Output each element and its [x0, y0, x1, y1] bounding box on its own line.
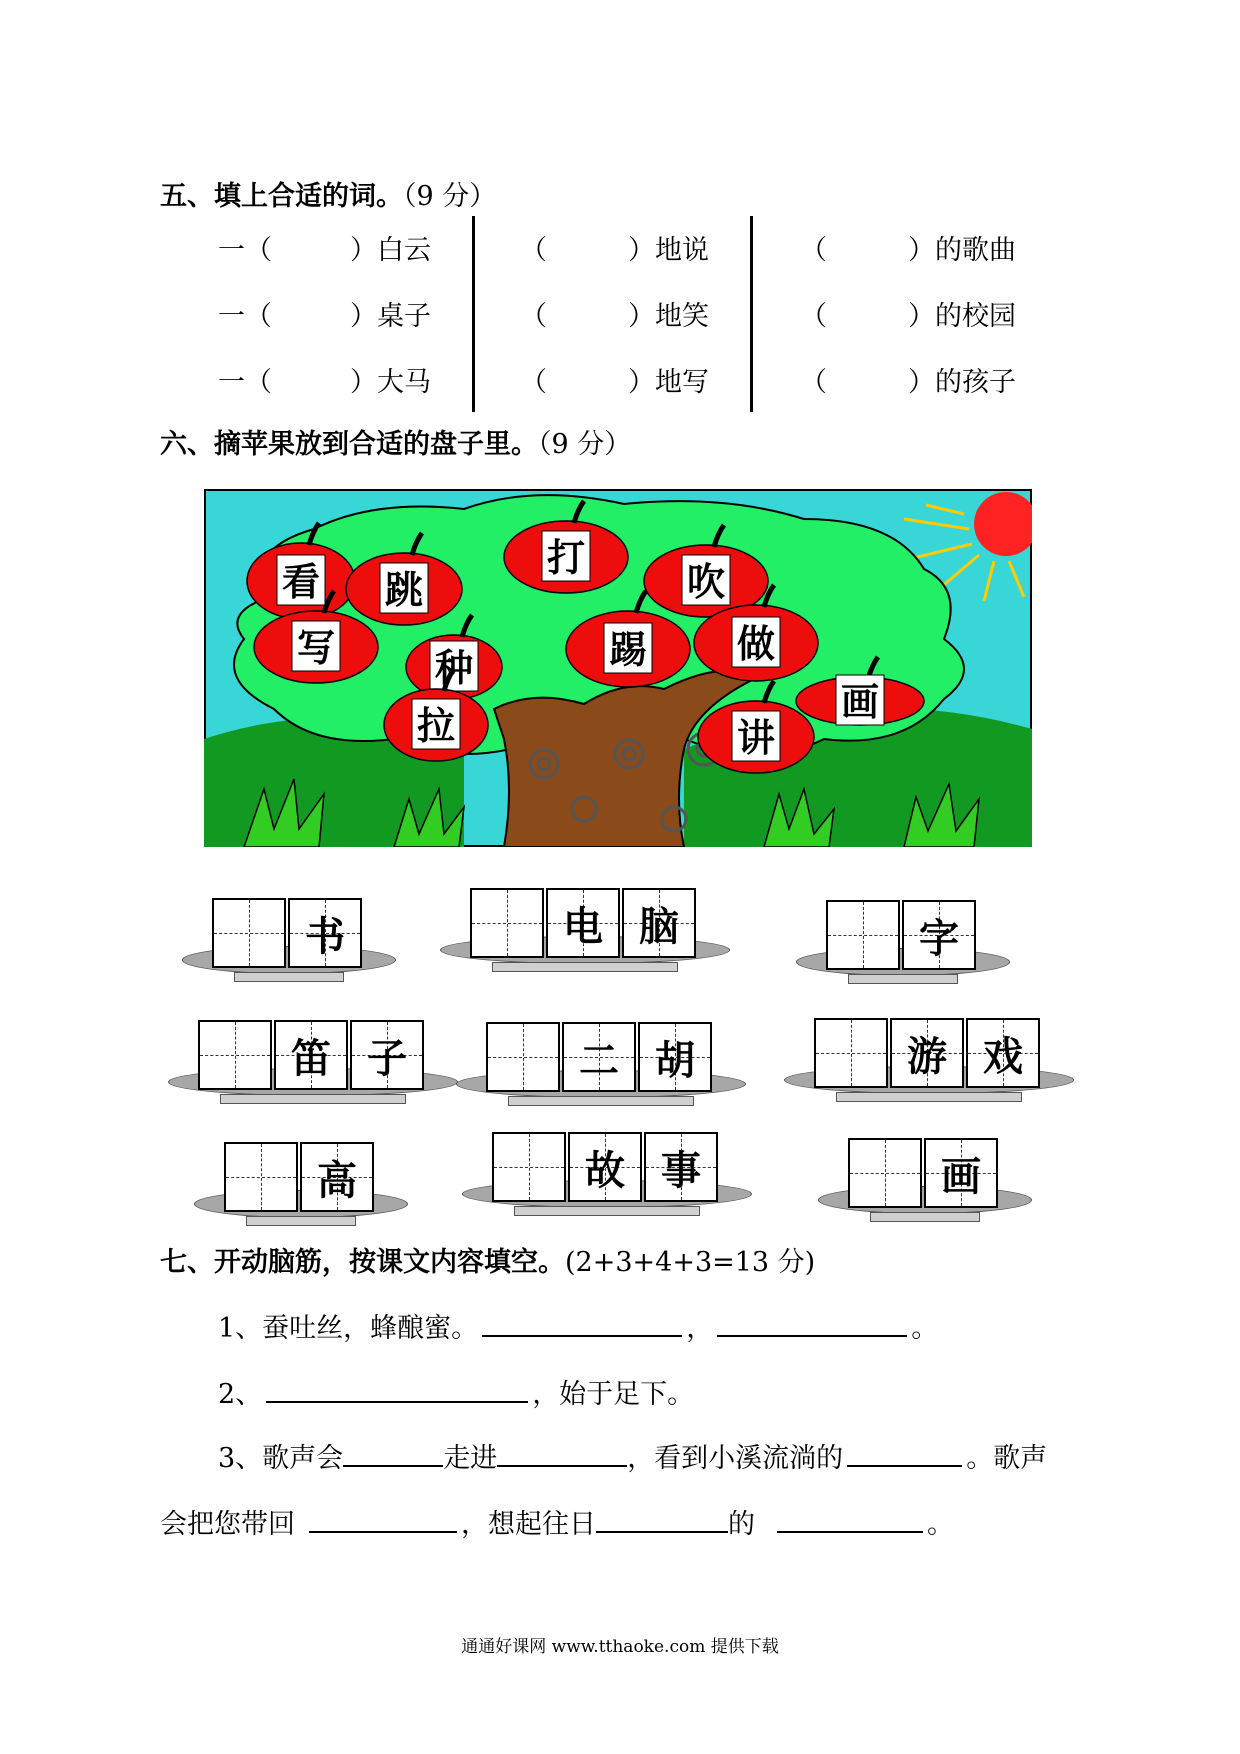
q2-line — [218, 1372, 694, 1411]
apple-char: 拉 — [416, 704, 456, 748]
q3b-blank-2[interactable] — [596, 1505, 728, 1533]
plate-base — [246, 1216, 356, 1226]
section6-points: （9 分） — [538, 429, 632, 460]
apple-char: 画 — [840, 680, 880, 724]
fill-suffix: ）白云 — [350, 235, 431, 266]
fill-blank[interactable] — [548, 228, 628, 260]
q1-line — [218, 1306, 938, 1345]
plate-char: 脑 — [639, 902, 679, 950]
q2-end: ，始于足下。 — [532, 1379, 695, 1410]
q3b-blank-1[interactable] — [309, 1505, 457, 1533]
plate-char: 字 — [919, 914, 959, 962]
apple-char: 跳 — [384, 568, 424, 612]
grid-line-v — [235, 1022, 236, 1088]
char-box — [350, 1020, 424, 1090]
apple-char: 打 — [546, 536, 586, 580]
grid-line-v — [863, 902, 864, 968]
column-divider-2 — [750, 216, 753, 412]
plate-base — [514, 1206, 700, 1216]
apple-char: 吹 — [686, 560, 726, 604]
plate-base — [234, 972, 344, 982]
plate-char: 高 — [317, 1156, 357, 1204]
plate-base — [836, 1092, 1022, 1102]
fill-blank[interactable] — [278, 360, 350, 392]
q1-end: 。 — [911, 1313, 939, 1344]
plate-char: 故 — [585, 1146, 625, 1194]
blank-char-box[interactable] — [198, 1020, 272, 1090]
q3-text-3: ，看到小溪流淌的 — [627, 1443, 844, 1474]
q3b-blank-3[interactable] — [777, 1505, 923, 1533]
fill-prefix: （ — [520, 367, 547, 398]
char-box — [966, 1018, 1040, 1088]
q3-blank-1[interactable] — [343, 1439, 443, 1467]
plate-char: 胡 — [655, 1036, 695, 1084]
char-box — [288, 898, 362, 968]
q1-sep: ， — [686, 1313, 714, 1344]
fill-suffix: ）地写 — [628, 367, 709, 398]
fill-blank[interactable] — [548, 360, 628, 392]
plate-char: 戏 — [983, 1032, 1023, 1080]
q3-blank-3[interactable] — [847, 1439, 962, 1467]
plate-char: 笛 — [291, 1034, 331, 1082]
char-box — [568, 1132, 642, 1202]
blank-char-box[interactable] — [224, 1142, 298, 1212]
section7-title: 七、开动脑筋，按课文内容填空。 — [160, 1247, 565, 1278]
blank-char-box[interactable] — [492, 1132, 566, 1202]
section5-title: 五、填上合适的词。 — [160, 181, 403, 212]
apple-char: 做 — [736, 622, 776, 666]
char-box — [300, 1142, 374, 1212]
fill-suffix: ）大马 — [350, 367, 431, 398]
char-box — [562, 1022, 636, 1092]
fill-blank[interactable] — [828, 228, 908, 260]
grid-line-v — [507, 890, 508, 956]
q3-text-2: 走进 — [443, 1443, 498, 1474]
fill-prefix: 一（ — [218, 301, 272, 332]
grid-line-v — [523, 1024, 524, 1090]
apple-char: 看 — [281, 560, 321, 604]
section5-points: （9 分） — [403, 181, 497, 212]
q3-line — [218, 1436, 1047, 1475]
grid-line-v — [851, 1020, 852, 1086]
plate-base — [870, 1212, 980, 1222]
fill-blank[interactable] — [828, 294, 908, 326]
char-box — [924, 1138, 998, 1208]
plate-base — [220, 1094, 406, 1104]
q3-blank-2[interactable] — [497, 1439, 627, 1467]
plate-base — [848, 974, 958, 984]
grid-line-v — [529, 1134, 530, 1200]
plate-char: 电 — [563, 902, 603, 950]
fill-suffix: ）的歌曲 — [908, 235, 1016, 266]
plate-char: 子 — [367, 1034, 407, 1082]
grid-line-v — [249, 900, 250, 966]
fill-blank[interactable] — [548, 294, 628, 326]
char-box — [902, 900, 976, 970]
plate-char: 游 — [907, 1032, 947, 1080]
apple-char: 讲 — [736, 716, 776, 760]
plate-char: 事 — [661, 1146, 701, 1194]
plate-char: 二 — [579, 1036, 619, 1084]
fill-suffix: ）地说 — [628, 235, 709, 266]
fill-prefix: （ — [520, 301, 547, 332]
q2-text: 2、 — [218, 1379, 263, 1410]
grid-line-v — [261, 1144, 262, 1210]
blank-char-box[interactable] — [826, 900, 900, 970]
fill-prefix: （ — [800, 235, 827, 266]
fill-blank[interactable] — [828, 360, 908, 392]
q3-text-4: 。歌声 — [966, 1443, 1048, 1474]
fill-prefix: （ — [800, 367, 827, 398]
q3b-text: 会把您带回 — [160, 1509, 295, 1540]
q3b-text-2: ，想起往日 — [461, 1509, 596, 1540]
fill-suffix: ）的校园 — [908, 301, 1016, 332]
char-box — [622, 888, 696, 958]
fill-suffix: ）桌子 — [350, 301, 431, 332]
blank-char-box[interactable] — [848, 1138, 922, 1208]
apple-tree-illustration — [204, 489, 1032, 847]
plate-base — [508, 1096, 694, 1106]
blank-char-box[interactable] — [212, 898, 286, 968]
char-box — [644, 1132, 718, 1202]
q3b-line — [160, 1502, 954, 1541]
fill-prefix: 一（ — [218, 235, 272, 266]
section7-heading — [160, 1240, 815, 1279]
footer-credit: 通通好课网 www.tthaoke.com 提供下载 — [461, 1637, 779, 1657]
plate-base — [492, 962, 678, 972]
fill-suffix: ）的孩子 — [908, 367, 1016, 398]
q2-blank-1[interactable] — [266, 1375, 528, 1403]
fill-prefix: （ — [800, 301, 827, 332]
q1-blank-2[interactable] — [717, 1309, 907, 1337]
char-box — [890, 1018, 964, 1088]
char-box — [638, 1022, 712, 1092]
blank-char-box[interactable] — [470, 888, 544, 958]
plate-char: 书 — [305, 912, 345, 960]
blank-char-box[interactable] — [486, 1022, 560, 1092]
apple-char: 种 — [434, 646, 474, 690]
section6-title: 六、摘苹果放到合适的盘子里。 — [160, 429, 538, 460]
q1-text: 1、蚕吐丝，蜂酿蜜。 — [218, 1313, 479, 1344]
q3b-text-3: 的 — [728, 1509, 755, 1540]
q3-text: 3、歌声会 — [218, 1443, 344, 1474]
blank-char-box[interactable] — [814, 1018, 888, 1088]
fill-suffix: ）地笑 — [628, 301, 709, 332]
fill-prefix: （ — [520, 235, 547, 266]
section5-heading — [160, 174, 496, 213]
q3b-end: 。 — [927, 1509, 954, 1540]
section6-heading — [160, 422, 631, 461]
apple-char: 踢 — [608, 628, 648, 672]
fill-blank[interactable] — [278, 228, 350, 260]
char-box — [274, 1020, 348, 1090]
fill-blank[interactable] — [278, 294, 350, 326]
char-box — [546, 888, 620, 958]
q1-blank-1[interactable] — [482, 1309, 682, 1337]
plate-char: 画 — [941, 1152, 981, 1200]
apple-char: 写 — [296, 626, 336, 670]
column-divider-1 — [472, 216, 475, 412]
fill-prefix: 一（ — [218, 367, 272, 398]
grid-line-v — [885, 1140, 886, 1206]
section7-points: (2+3+4+3=13 分) — [565, 1247, 816, 1278]
